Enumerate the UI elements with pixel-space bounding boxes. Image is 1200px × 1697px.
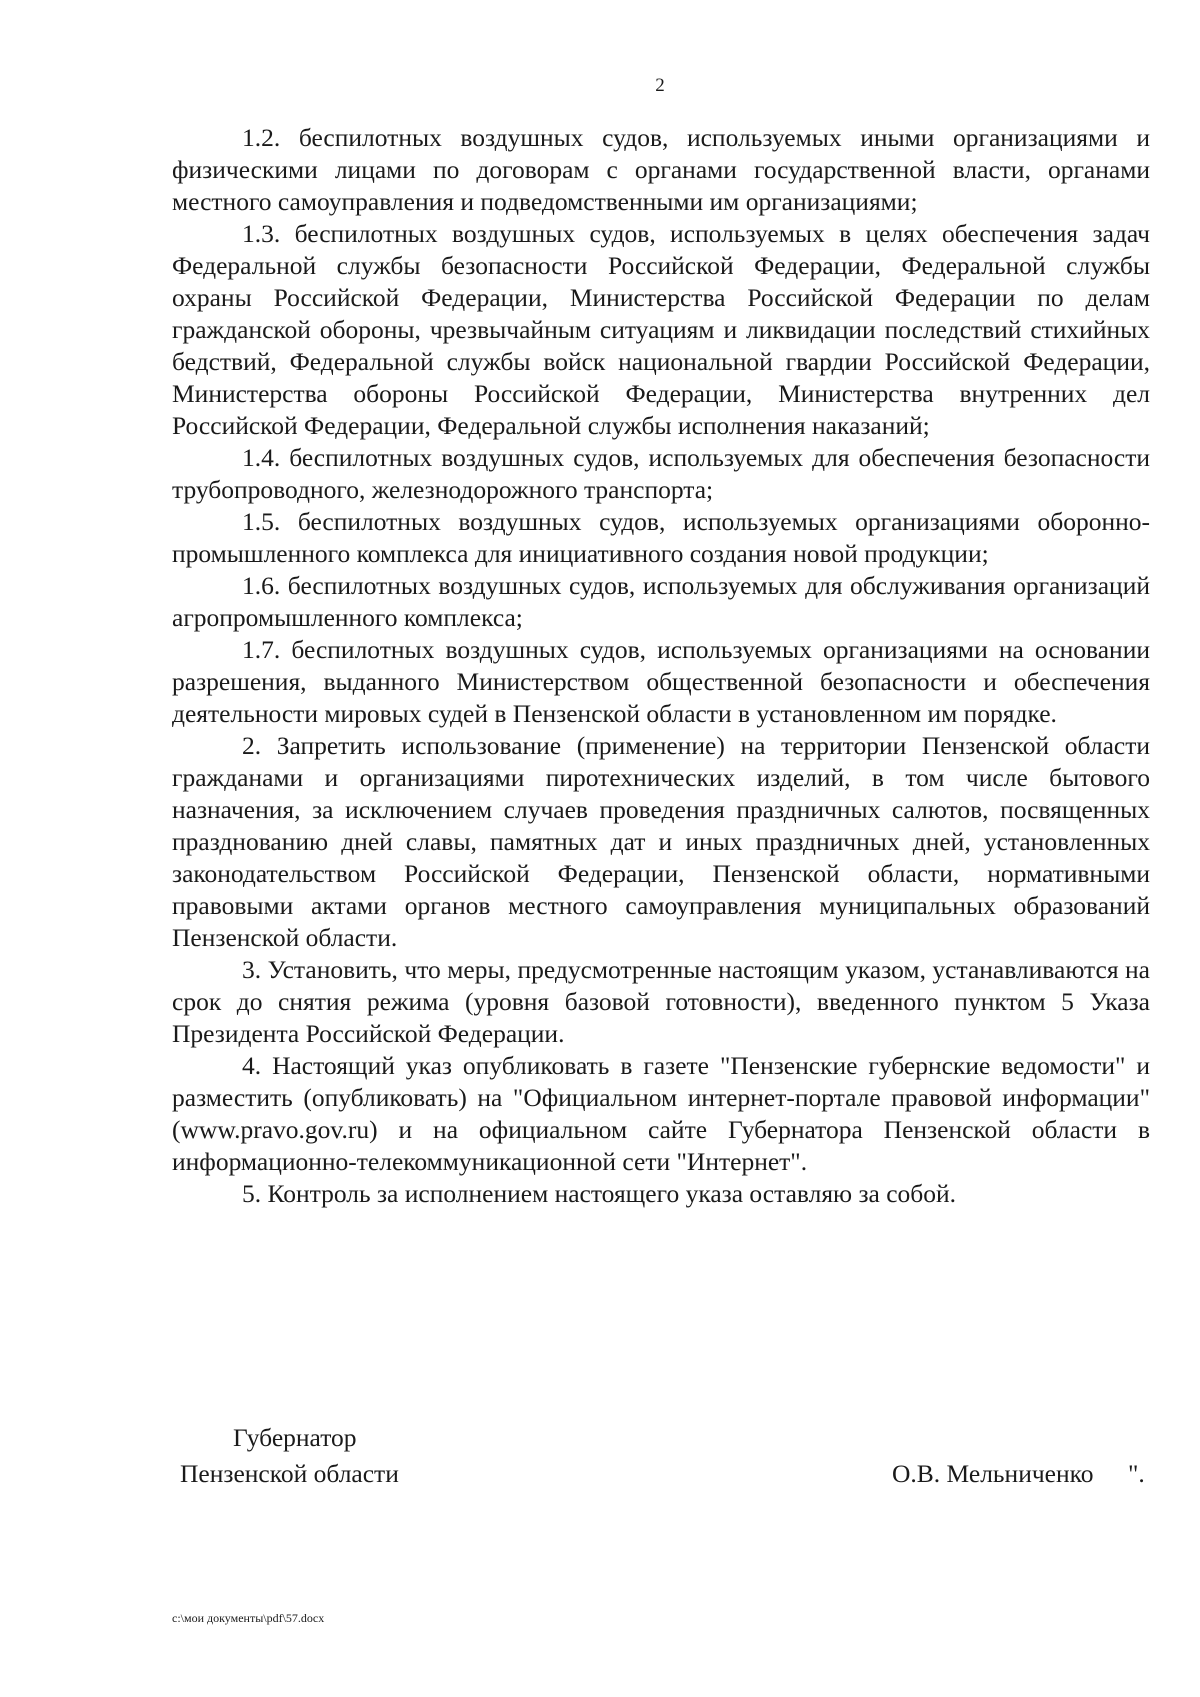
- footer-file-path: c:\мои документы\pdf\57.docx: [172, 1611, 325, 1625]
- page-number: 2: [655, 75, 665, 96]
- paragraph-1-3: 1.3. беспилотных воздушных судов, используемых в целях обеспечения задач Федеральной службы безопасности Российской Федерации, Федеральной службы охраны Российской Федерации, Министерства Российской Федерации по делам гражданской обороны, чрезвычайным ситуациям и ликвидации последствий стихийных бедствий, Федеральной службы войск национальной гвардии Российской Федерации, Министерства обороны Российской Федерации, Министерства внутренних дел Российской Федерации, Федеральной службы исполнения наказаний;: [172, 219, 1150, 440]
- signatory-title-line2: Пензенской области: [180, 1459, 399, 1488]
- paragraph-5: 5. Контроль за исполнением настоящего указа оставляю за собой.: [242, 1179, 957, 1208]
- paragraph-1-2: 1.2. беспилотных воздушных судов, используемых иными организациями и физическими лицами по договорам с органами государственной власти, органами местного самоуправления и подведомственными им организациями;: [172, 123, 1150, 216]
- paragraph-1-7: 1.7. беспилотных воздушных судов, используемых организациями на основании разрешения, выданного Министерством общественной безопасности и обеспечения деятельности мировых судей в Пензенской области в установленном им порядке.: [172, 635, 1150, 728]
- paragraph-1-6: 1.6. беспилотных воздушных судов, используемых для обслуживания организаций агропромышленного комплекса;: [172, 571, 1150, 632]
- document-body: [172, 122, 1150, 1210]
- paragraph-2: 2. Запретить использование (применение) на территории Пензенской области гражданами и организациями пиротехнических изделий, в том числе бытового назначения, за исключением случаев проведения праздничных салютов, посвященных празднованию дней славы, памятных дат и иных праздничных дней, установленных законодательством Российской Федерации, Пензенской области, нормативными правовыми актами органов местного самоуправления муниципальных образований Пензенской области.: [172, 731, 1150, 952]
- paragraph-3: 3. Установить, что меры, предусмотренные настоящим указом, устанавливаются на срок до снятия режима (уровня базовой готовности), введенного пунктом 5 Указа Президента Российской Федерации.: [172, 955, 1150, 1048]
- signature-block: [0, 1422, 1200, 1502]
- paragraph-1-5: 1.5. беспилотных воздушных судов, используемых организациями оборонно-промышленного комплекса для инициативного создания новой продукции;: [172, 507, 1150, 568]
- closing-quote: ".: [1128, 1459, 1145, 1488]
- paragraph-1-4: 1.4. беспилотных воздушных судов, используемых для обеспечения безопасности трубопроводного, железнодорожного транспорта;: [172, 443, 1150, 504]
- signatory-title-line1: Губернатор: [233, 1423, 357, 1452]
- signatory-name: О.В. Мельниченко: [892, 1459, 1094, 1488]
- paragraph-4: 4. Настоящий указ опубликовать в газете "Пензенские губернские ведомости" и разместить (опубликовать) на "Официальном интернет-портале правовой информации" (www.pravo.gov.ru) и на официальном сайте Губернатора Пензенской области в информационно-телекоммуникационной сети "Интернет".: [172, 1051, 1150, 1176]
